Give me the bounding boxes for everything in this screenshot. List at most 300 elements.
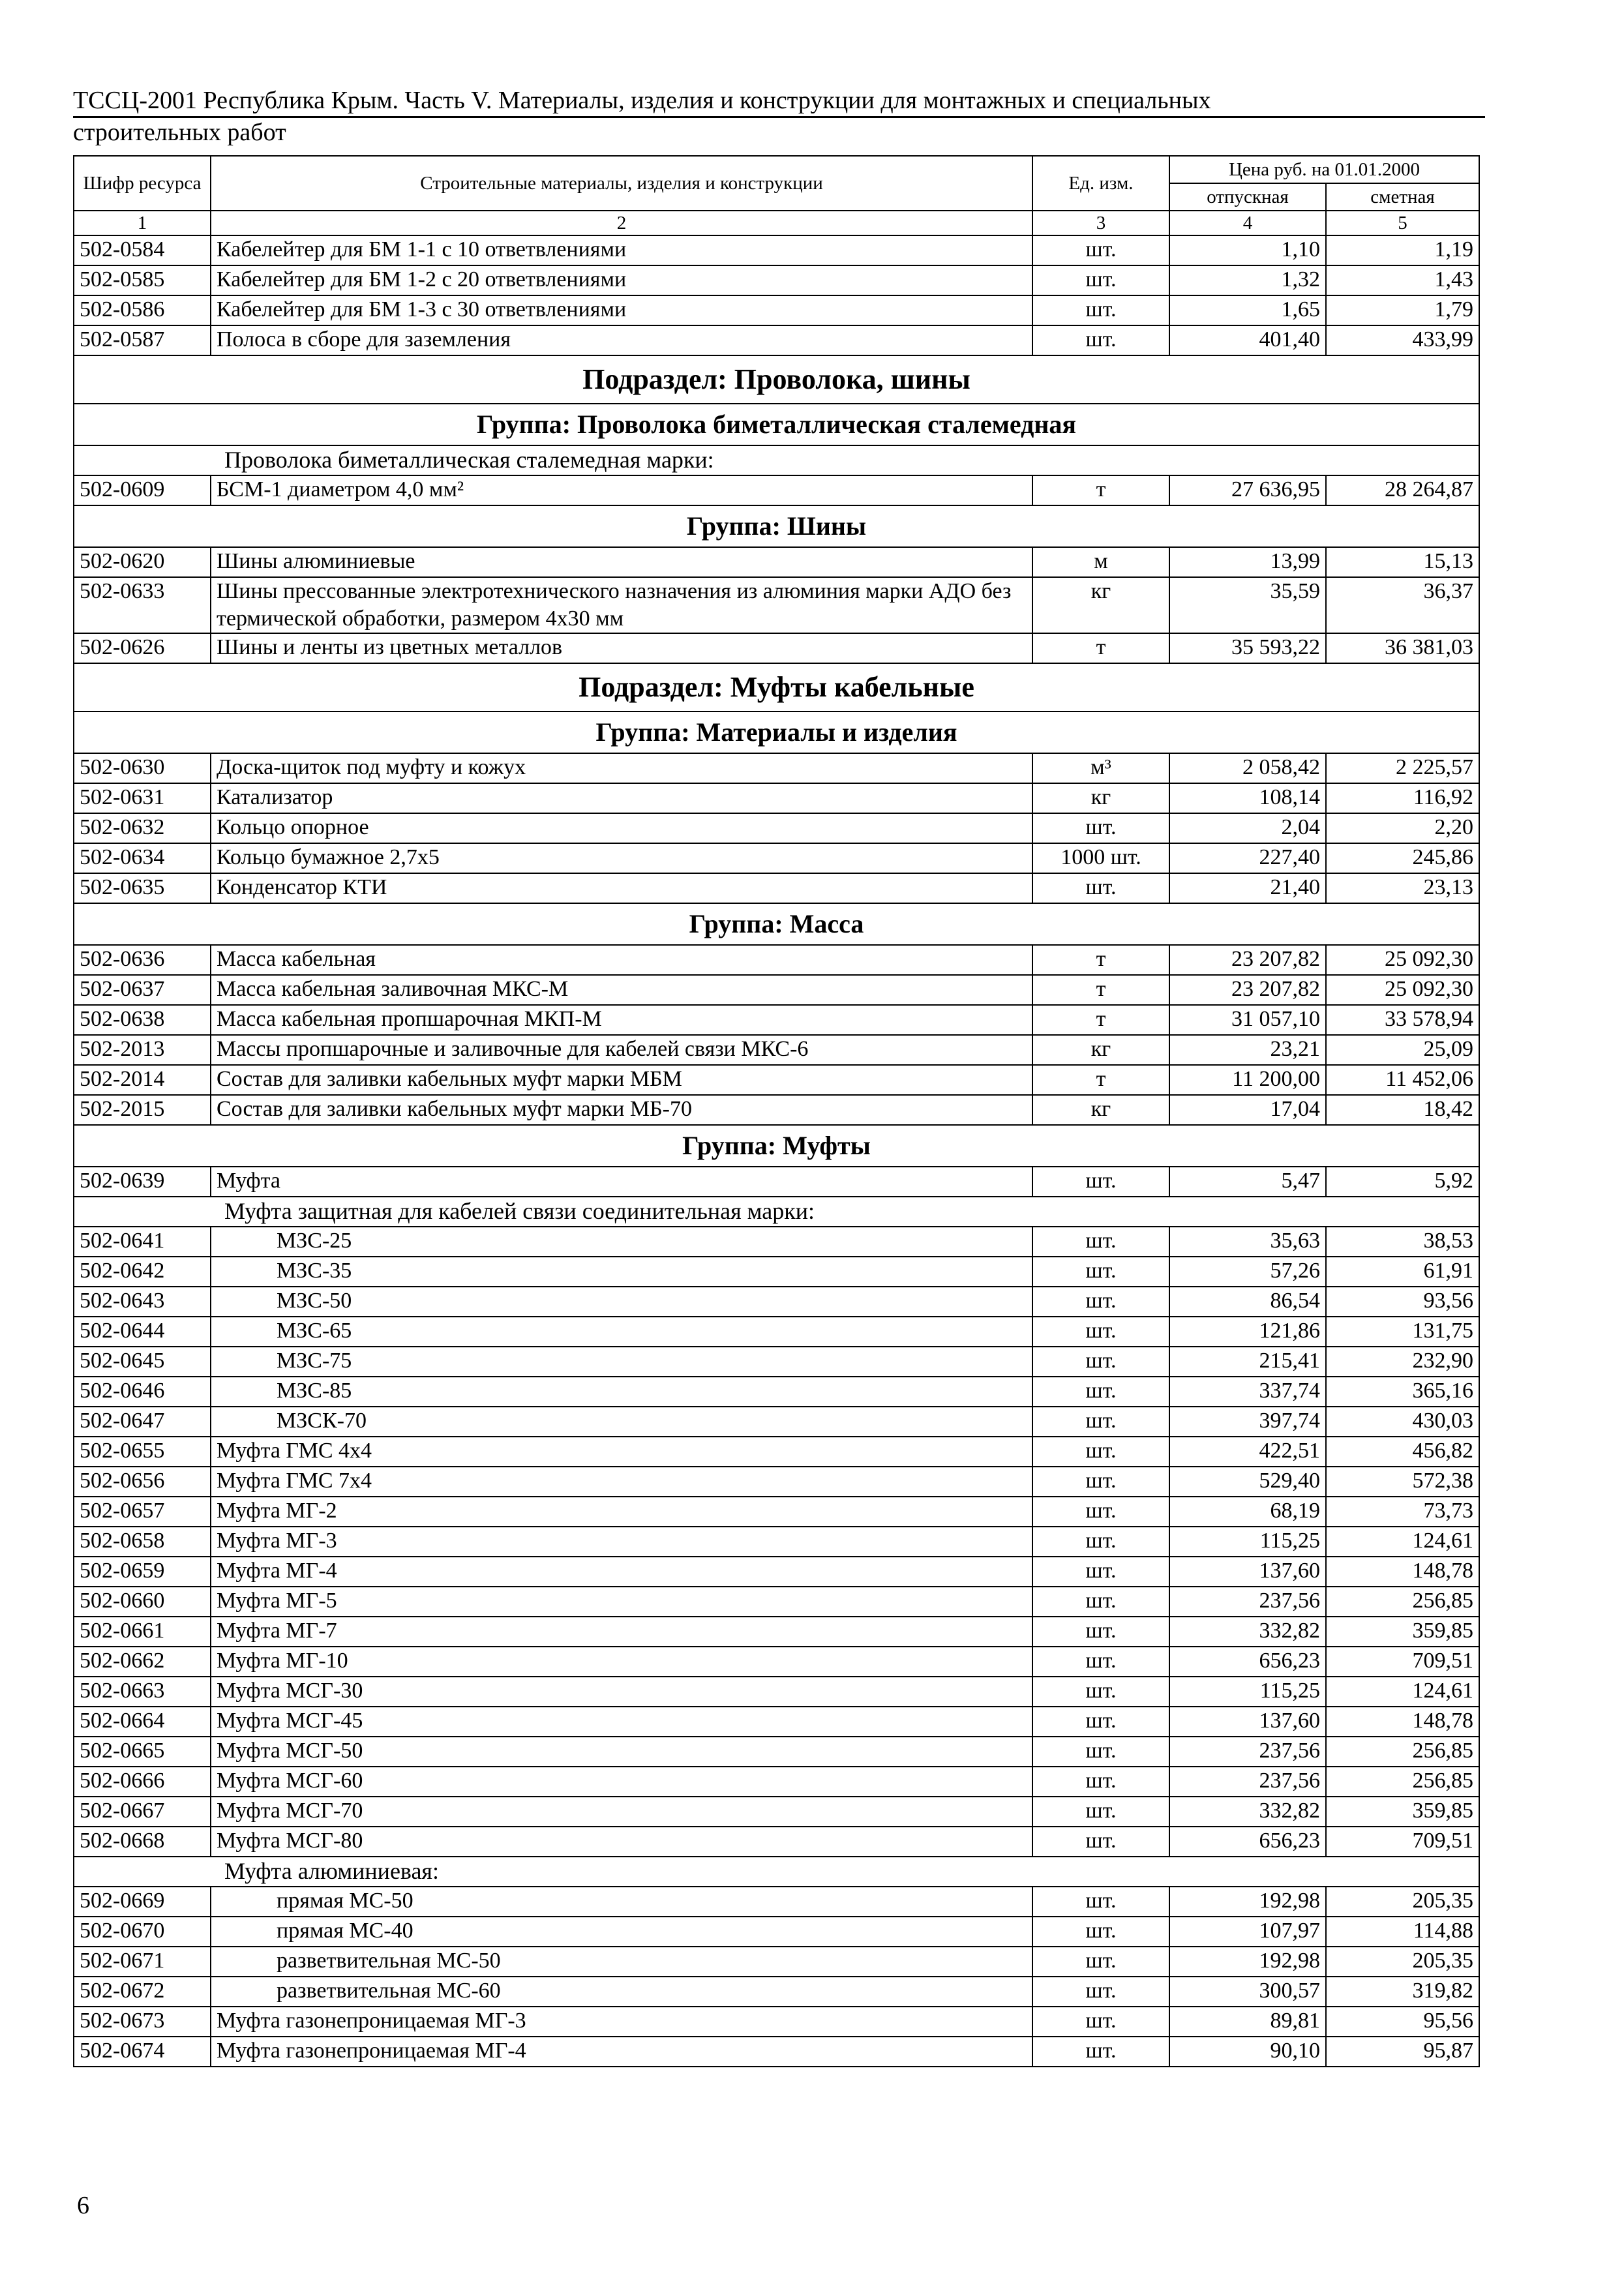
resource-code: 502-0657 xyxy=(74,1497,211,1527)
unit-of-measure: т xyxy=(1032,975,1169,1005)
release-price: 31 057,10 xyxy=(1169,1005,1326,1035)
release-price: 422,51 xyxy=(1169,1437,1326,1467)
unit-of-measure: кг xyxy=(1032,1095,1169,1125)
material-name: разветвительная МС-60 xyxy=(211,1977,1032,2007)
table-row xyxy=(74,1827,1479,1857)
estimate-price: 256,85 xyxy=(1326,1767,1479,1797)
subsection-row xyxy=(74,663,1479,711)
unit-of-measure: кг xyxy=(1032,783,1169,813)
group-row xyxy=(74,505,1479,547)
estimate-price: 319,82 xyxy=(1326,1977,1479,2007)
table-row xyxy=(74,873,1479,903)
release-price: 397,74 xyxy=(1169,1407,1326,1437)
material-name: Муфта газонепроницаемая МГ-3 xyxy=(211,2007,1032,2037)
unit-of-measure: т xyxy=(1032,945,1169,975)
estimate-price: 131,75 xyxy=(1326,1317,1479,1347)
release-price: 35,59 xyxy=(1169,577,1326,633)
material-name: Муфта МСГ-80 xyxy=(211,1827,1032,1857)
unit-of-measure: шт. xyxy=(1032,295,1169,325)
unit-of-measure: шт. xyxy=(1032,1497,1169,1527)
material-name: Муфта газонепроницаемая МГ-4 xyxy=(211,2037,1032,2067)
resource-code: 502-0634 xyxy=(74,843,211,873)
table-row xyxy=(74,1737,1479,1767)
release-price: 215,41 xyxy=(1169,1347,1326,1377)
resource-code: 502-0663 xyxy=(74,1677,211,1707)
material-name: Шины прессованные электротехнического назначения из алюминия марки АДО без термической обработки, размером 4х30 мм xyxy=(211,577,1032,633)
estimate-price: 148,78 xyxy=(1326,1707,1479,1737)
subsection-title: Подраздел: Муфты кабельные xyxy=(74,663,1479,711)
material-name: Шины алюминиевые xyxy=(211,547,1032,577)
unit-of-measure: м³ xyxy=(1032,753,1169,783)
unit-of-measure: шт. xyxy=(1032,1647,1169,1677)
resource-code: 502-0655 xyxy=(74,1437,211,1467)
release-price: 107,97 xyxy=(1169,1917,1326,1947)
table-row xyxy=(74,1617,1479,1647)
resource-code: 502-0620 xyxy=(74,547,211,577)
estimate-price: 5,92 xyxy=(1326,1167,1479,1197)
unit-of-measure: шт. xyxy=(1032,1887,1169,1917)
caption-text: Муфта алюминиевая: xyxy=(74,1857,1479,1887)
resource-code: 502-0669 xyxy=(74,1887,211,1917)
table-body xyxy=(74,235,1479,2067)
unit-of-measure: шт. xyxy=(1032,1707,1169,1737)
table-row xyxy=(74,1377,1479,1407)
material-name: Массы пропшарочные и заливочные для кабелей связи МКС-6 xyxy=(211,1035,1032,1065)
release-price: 86,54 xyxy=(1169,1287,1326,1317)
material-name: Муфта МГ-10 xyxy=(211,1647,1032,1677)
material-name: МЗС-65 xyxy=(211,1317,1032,1347)
material-name: Масса кабельная пропшарочная МКП-М xyxy=(211,1005,1032,1035)
table-row xyxy=(74,975,1479,1005)
material-name: Муфта МГ-7 xyxy=(211,1617,1032,1647)
unit-of-measure: шт. xyxy=(1032,2037,1169,2067)
release-price: 13,99 xyxy=(1169,547,1326,577)
unit-of-measure: шт. xyxy=(1032,1167,1169,1197)
unit-of-measure: шт. xyxy=(1032,1347,1169,1377)
material-name: Муфта МСГ-30 xyxy=(211,1677,1032,1707)
material-name: Масса кабельная заливочная МКС-М xyxy=(211,975,1032,1005)
page-number: 6 xyxy=(77,2192,89,2219)
estimate-price: 2 225,57 xyxy=(1326,753,1479,783)
material-name: прямая МС-50 xyxy=(211,1887,1032,1917)
material-name: Состав для заливки кабельных муфт марки МБ-70 xyxy=(211,1095,1032,1125)
release-price: 68,19 xyxy=(1169,1497,1326,1527)
col-header-code: Шифр ресурса xyxy=(74,156,211,211)
material-name: МЗС-35 xyxy=(211,1257,1032,1287)
col-header-unit: Ед. изм. xyxy=(1032,156,1169,211)
estimate-price: 572,38 xyxy=(1326,1467,1479,1497)
release-price: 332,82 xyxy=(1169,1797,1326,1827)
resource-code: 502-0670 xyxy=(74,1917,211,1947)
material-name: Муфта МСГ-60 xyxy=(211,1767,1032,1797)
estimate-price: 11 452,06 xyxy=(1326,1065,1479,1095)
material-name: Состав для заливки кабельных муфт марки МБМ xyxy=(211,1065,1032,1095)
material-name: МЗС-50 xyxy=(211,1287,1032,1317)
table-row xyxy=(74,783,1479,813)
estimate-price: 1,79 xyxy=(1326,295,1479,325)
estimate-price: 33 578,94 xyxy=(1326,1005,1479,1035)
release-price: 237,56 xyxy=(1169,1767,1326,1797)
group-title: Группа: Материалы и изделия xyxy=(74,711,1479,753)
release-price: 23 207,82 xyxy=(1169,945,1326,975)
estimate-price: 148,78 xyxy=(1326,1557,1479,1587)
material-name: Муфта МСГ-45 xyxy=(211,1707,1032,1737)
price-table xyxy=(73,155,1480,2067)
table-row xyxy=(74,1167,1479,1197)
estimate-price: 709,51 xyxy=(1326,1827,1479,1857)
material-name: МЗС-25 xyxy=(211,1227,1032,1257)
table-row xyxy=(74,235,1479,265)
table-row xyxy=(74,1347,1479,1377)
table-row xyxy=(74,1497,1479,1527)
unit-of-measure: м xyxy=(1032,547,1169,577)
unit-of-measure: шт. xyxy=(1032,1797,1169,1827)
estimate-price: 256,85 xyxy=(1326,1737,1479,1767)
table-row xyxy=(74,1407,1479,1437)
estimate-price: 124,61 xyxy=(1326,1677,1479,1707)
resource-code: 502-0642 xyxy=(74,1257,211,1287)
release-price: 90,10 xyxy=(1169,2037,1326,2067)
estimate-price: 18,42 xyxy=(1326,1095,1479,1125)
unit-of-measure: шт. xyxy=(1032,325,1169,355)
table-row xyxy=(74,475,1479,505)
group-row xyxy=(74,903,1479,945)
unit-of-measure: шт. xyxy=(1032,1557,1169,1587)
material-name: Муфта МГ-4 xyxy=(211,1557,1032,1587)
table-row xyxy=(74,1677,1479,1707)
estimate-price: 205,35 xyxy=(1326,1887,1479,1917)
release-price: 2,04 xyxy=(1169,813,1326,843)
estimate-price: 114,88 xyxy=(1326,1917,1479,1947)
unit-of-measure: т xyxy=(1032,633,1169,663)
resource-code: 502-0671 xyxy=(74,1947,211,1977)
resource-code: 502-0585 xyxy=(74,265,211,295)
resource-code: 502-2013 xyxy=(74,1035,211,1065)
material-name: Масса кабельная xyxy=(211,945,1032,975)
table-row xyxy=(74,1257,1479,1287)
unit-of-measure: шт. xyxy=(1032,1827,1169,1857)
table-row xyxy=(74,633,1479,663)
estimate-price: 232,90 xyxy=(1326,1347,1479,1377)
resource-code: 502-0672 xyxy=(74,1977,211,2007)
release-price: 300,57 xyxy=(1169,1977,1326,2007)
material-name: Муфта xyxy=(211,1167,1032,1197)
resource-code: 502-0664 xyxy=(74,1707,211,1737)
material-name: БСМ-1 диаметром 4,0 мм² xyxy=(211,475,1032,505)
table-row xyxy=(74,1035,1479,1065)
resource-code: 502-0584 xyxy=(74,235,211,265)
table-row xyxy=(74,813,1479,843)
unit-of-measure: шт. xyxy=(1032,1737,1169,1767)
material-name: Муфта МГ-2 xyxy=(211,1497,1032,1527)
table-row xyxy=(74,1065,1479,1095)
col-header-estimate: сметная xyxy=(1326,183,1479,211)
table-row xyxy=(74,945,1479,975)
release-price: 227,40 xyxy=(1169,843,1326,873)
table-row xyxy=(74,1095,1479,1125)
estimate-price: 1,19 xyxy=(1326,235,1479,265)
material-name: МЗС-75 xyxy=(211,1347,1032,1377)
release-price: 237,56 xyxy=(1169,1587,1326,1617)
release-price: 192,98 xyxy=(1169,1887,1326,1917)
material-name: Катализатор xyxy=(211,783,1032,813)
table-row xyxy=(74,2037,1479,2067)
material-name: Конденсатор КТИ xyxy=(211,873,1032,903)
resource-code: 502-0586 xyxy=(74,295,211,325)
release-price: 108,14 xyxy=(1169,783,1326,813)
unit-of-measure: т xyxy=(1032,1005,1169,1035)
unit-of-measure: т xyxy=(1032,1065,1169,1095)
col-number-3: 3 xyxy=(1032,211,1169,235)
caption-row xyxy=(74,1197,1479,1227)
caption-row xyxy=(74,445,1479,475)
group-title: Группа: Проволока биметаллическая сталемедная xyxy=(74,404,1479,445)
release-price: 1,32 xyxy=(1169,265,1326,295)
release-price: 401,40 xyxy=(1169,325,1326,355)
resource-code: 502-0630 xyxy=(74,753,211,783)
estimate-price: 256,85 xyxy=(1326,1587,1479,1617)
resource-code: 502-0636 xyxy=(74,945,211,975)
estimate-price: 430,03 xyxy=(1326,1407,1479,1437)
release-price: 656,23 xyxy=(1169,1827,1326,1857)
resource-code: 502-0587 xyxy=(74,325,211,355)
estimate-price: 456,82 xyxy=(1326,1437,1479,1467)
resource-code: 502-0667 xyxy=(74,1797,211,1827)
release-price: 192,98 xyxy=(1169,1947,1326,1977)
material-name: Муфта ГМС 4х4 xyxy=(211,1437,1032,1467)
resource-code: 502-0635 xyxy=(74,873,211,903)
resource-code: 502-2015 xyxy=(74,1095,211,1125)
estimate-price: 38,53 xyxy=(1326,1227,1479,1257)
estimate-price: 359,85 xyxy=(1326,1617,1479,1647)
release-price: 23,21 xyxy=(1169,1035,1326,1065)
material-name: Муфта ГМС 7х4 xyxy=(211,1467,1032,1497)
unit-of-measure: шт. xyxy=(1032,1767,1169,1797)
table-row xyxy=(74,1797,1479,1827)
resource-code: 502-2014 xyxy=(74,1065,211,1095)
estimate-price: 28 264,87 xyxy=(1326,475,1479,505)
material-name: МЗС-85 xyxy=(211,1377,1032,1407)
unit-of-measure: шт. xyxy=(1032,1227,1169,1257)
estimate-price: 61,91 xyxy=(1326,1257,1479,1287)
table-row xyxy=(74,1287,1479,1317)
release-price: 2 058,42 xyxy=(1169,753,1326,783)
table-row xyxy=(74,1587,1479,1617)
release-price: 137,60 xyxy=(1169,1557,1326,1587)
material-name: Муфта МГ-5 xyxy=(211,1587,1032,1617)
header-title-line2: строительных работ xyxy=(73,119,286,146)
release-price: 5,47 xyxy=(1169,1167,1326,1197)
subsection-title: Подраздел: Проволока, шины xyxy=(74,355,1479,404)
estimate-price: 2,20 xyxy=(1326,813,1479,843)
unit-of-measure: шт. xyxy=(1032,1407,1169,1437)
estimate-price: 116,92 xyxy=(1326,783,1479,813)
table-row xyxy=(74,295,1479,325)
table-row xyxy=(74,1767,1479,1797)
group-title: Группа: Шины xyxy=(74,505,1479,547)
unit-of-measure: шт. xyxy=(1032,1257,1169,1287)
material-name: Полоса в сборе для заземления xyxy=(211,325,1032,355)
estimate-price: 359,85 xyxy=(1326,1797,1479,1827)
caption-text: Проволока биметаллическая сталемедная марки: xyxy=(74,445,1479,475)
estimate-price: 23,13 xyxy=(1326,873,1479,903)
resource-code: 502-0646 xyxy=(74,1377,211,1407)
col-number-5: 5 xyxy=(1326,211,1479,235)
col-header-release: отпускная xyxy=(1169,183,1326,211)
group-title: Группа: Масса xyxy=(74,903,1479,945)
group-row xyxy=(74,404,1479,445)
table-row xyxy=(74,1707,1479,1737)
resource-code: 502-0658 xyxy=(74,1527,211,1557)
table-row xyxy=(74,1317,1479,1347)
resource-code: 502-0637 xyxy=(74,975,211,1005)
resource-code: 502-0674 xyxy=(74,2037,211,2067)
release-price: 89,81 xyxy=(1169,2007,1326,2037)
material-name: Кабелейтер для БМ 1-3 с 30 ответвлениями xyxy=(211,295,1032,325)
estimate-price: 1,43 xyxy=(1326,265,1479,295)
unit-of-measure: шт. xyxy=(1032,813,1169,843)
release-price: 337,74 xyxy=(1169,1377,1326,1407)
estimate-price: 25 092,30 xyxy=(1326,945,1479,975)
material-name: прямая МС-40 xyxy=(211,1917,1032,1947)
estimate-price: 245,86 xyxy=(1326,843,1479,873)
resource-code: 502-0661 xyxy=(74,1617,211,1647)
group-row xyxy=(74,711,1479,753)
subsection-row xyxy=(74,355,1479,404)
release-price: 332,82 xyxy=(1169,1617,1326,1647)
resource-code: 502-0638 xyxy=(74,1005,211,1035)
release-price: 1,10 xyxy=(1169,235,1326,265)
caption-row xyxy=(74,1857,1479,1887)
unit-of-measure: шт. xyxy=(1032,1317,1169,1347)
resource-code: 502-0645 xyxy=(74,1347,211,1377)
estimate-price: 124,61 xyxy=(1326,1527,1479,1557)
unit-of-measure: шт. xyxy=(1032,265,1169,295)
resource-code: 502-0666 xyxy=(74,1767,211,1797)
unit-of-measure: шт. xyxy=(1032,1677,1169,1707)
material-name: Муфта МСГ-50 xyxy=(211,1737,1032,1767)
unit-of-measure: шт. xyxy=(1032,1617,1169,1647)
estimate-price: 205,35 xyxy=(1326,1947,1479,1977)
resource-code: 502-0639 xyxy=(74,1167,211,1197)
table-row xyxy=(74,1557,1479,1587)
estimate-price: 95,56 xyxy=(1326,2007,1479,2037)
table-row xyxy=(74,1917,1479,1947)
resource-code: 502-0631 xyxy=(74,783,211,813)
col-header-price: Цена руб. на 01.01.2000 xyxy=(1169,156,1479,183)
table-row xyxy=(74,1887,1479,1917)
unit-of-measure: кг xyxy=(1032,577,1169,633)
resource-code: 502-0643 xyxy=(74,1287,211,1317)
resource-code: 502-0632 xyxy=(74,813,211,843)
table-head xyxy=(74,156,1479,235)
unit-of-measure: шт. xyxy=(1032,235,1169,265)
estimate-price: 25 092,30 xyxy=(1326,975,1479,1005)
unit-of-measure: шт. xyxy=(1032,873,1169,903)
table-row xyxy=(74,265,1479,295)
page-header xyxy=(73,86,1482,147)
estimate-price: 25,09 xyxy=(1326,1035,1479,1065)
unit-of-measure: 1000 шт. xyxy=(1032,843,1169,873)
resource-code: 502-0665 xyxy=(74,1737,211,1767)
unit-of-measure: шт. xyxy=(1032,1917,1169,1947)
estimate-price: 709,51 xyxy=(1326,1647,1479,1677)
unit-of-measure: шт. xyxy=(1032,1287,1169,1317)
group-title: Группа: Муфты xyxy=(74,1125,1479,1167)
release-price: 27 636,95 xyxy=(1169,475,1326,505)
table-row xyxy=(74,1947,1479,1977)
unit-of-measure: кг xyxy=(1032,1035,1169,1065)
resource-code: 502-0662 xyxy=(74,1647,211,1677)
resource-code: 502-0673 xyxy=(74,2007,211,2037)
estimate-price: 365,16 xyxy=(1326,1377,1479,1407)
unit-of-measure: шт. xyxy=(1032,1467,1169,1497)
release-price: 656,23 xyxy=(1169,1647,1326,1677)
release-price: 137,60 xyxy=(1169,1707,1326,1737)
table-row xyxy=(74,1977,1479,2007)
unit-of-measure: шт. xyxy=(1032,1377,1169,1407)
resource-code: 502-0660 xyxy=(74,1587,211,1617)
release-price: 121,86 xyxy=(1169,1317,1326,1347)
release-price: 35,63 xyxy=(1169,1227,1326,1257)
table-row xyxy=(74,1437,1479,1467)
release-price: 115,25 xyxy=(1169,1527,1326,1557)
col-number-4: 4 xyxy=(1169,211,1326,235)
material-name: Кабелейтер для БМ 1-1 с 10 ответвлениями xyxy=(211,235,1032,265)
unit-of-measure: шт. xyxy=(1032,1947,1169,1977)
release-price: 35 593,22 xyxy=(1169,633,1326,663)
table-row xyxy=(74,753,1479,783)
release-price: 57,26 xyxy=(1169,1257,1326,1287)
estimate-price: 433,99 xyxy=(1326,325,1479,355)
material-name: Муфта МГ-3 xyxy=(211,1527,1032,1557)
table-row xyxy=(74,1527,1479,1557)
header-title-line1: ТССЦ-2001 Республика Крым. Часть V. Материалы, изделия и конструкции для монтажных и специальных xyxy=(73,87,1211,114)
estimate-price: 36 381,03 xyxy=(1326,633,1479,663)
unit-of-measure: шт. xyxy=(1032,1437,1169,1467)
estimate-price: 93,56 xyxy=(1326,1287,1479,1317)
table-row xyxy=(74,843,1479,873)
estimate-price: 95,87 xyxy=(1326,2037,1479,2067)
estimate-price: 36,37 xyxy=(1326,577,1479,633)
release-price: 21,40 xyxy=(1169,873,1326,903)
estimate-price: 15,13 xyxy=(1326,547,1479,577)
table-row xyxy=(74,547,1479,577)
release-price: 237,56 xyxy=(1169,1737,1326,1767)
table-row xyxy=(74,1227,1479,1257)
table-row xyxy=(74,577,1479,633)
table-row xyxy=(74,325,1479,355)
col-number-1: 1 xyxy=(74,211,211,235)
caption-text: Муфта защитная для кабелей связи соединительная марки: xyxy=(74,1197,1479,1227)
unit-of-measure: шт. xyxy=(1032,1587,1169,1617)
resource-code: 502-0668 xyxy=(74,1827,211,1857)
material-name: Шины и ленты из цветных металлов xyxy=(211,633,1032,663)
unit-of-measure: шт. xyxy=(1032,1977,1169,2007)
col-header-name: Строительные материалы, изделия и конструкции xyxy=(211,156,1032,211)
release-price: 1,65 xyxy=(1169,295,1326,325)
table-row xyxy=(74,1647,1479,1677)
unit-of-measure: шт. xyxy=(1032,2007,1169,2037)
estimate-price: 73,73 xyxy=(1326,1497,1479,1527)
release-price: 11 200,00 xyxy=(1169,1065,1326,1095)
group-row xyxy=(74,1125,1479,1167)
resource-code: 502-0609 xyxy=(74,475,211,505)
table-row xyxy=(74,2007,1479,2037)
col-number-2: 2 xyxy=(211,211,1032,235)
table-row xyxy=(74,1005,1479,1035)
release-price: 115,25 xyxy=(1169,1677,1326,1707)
